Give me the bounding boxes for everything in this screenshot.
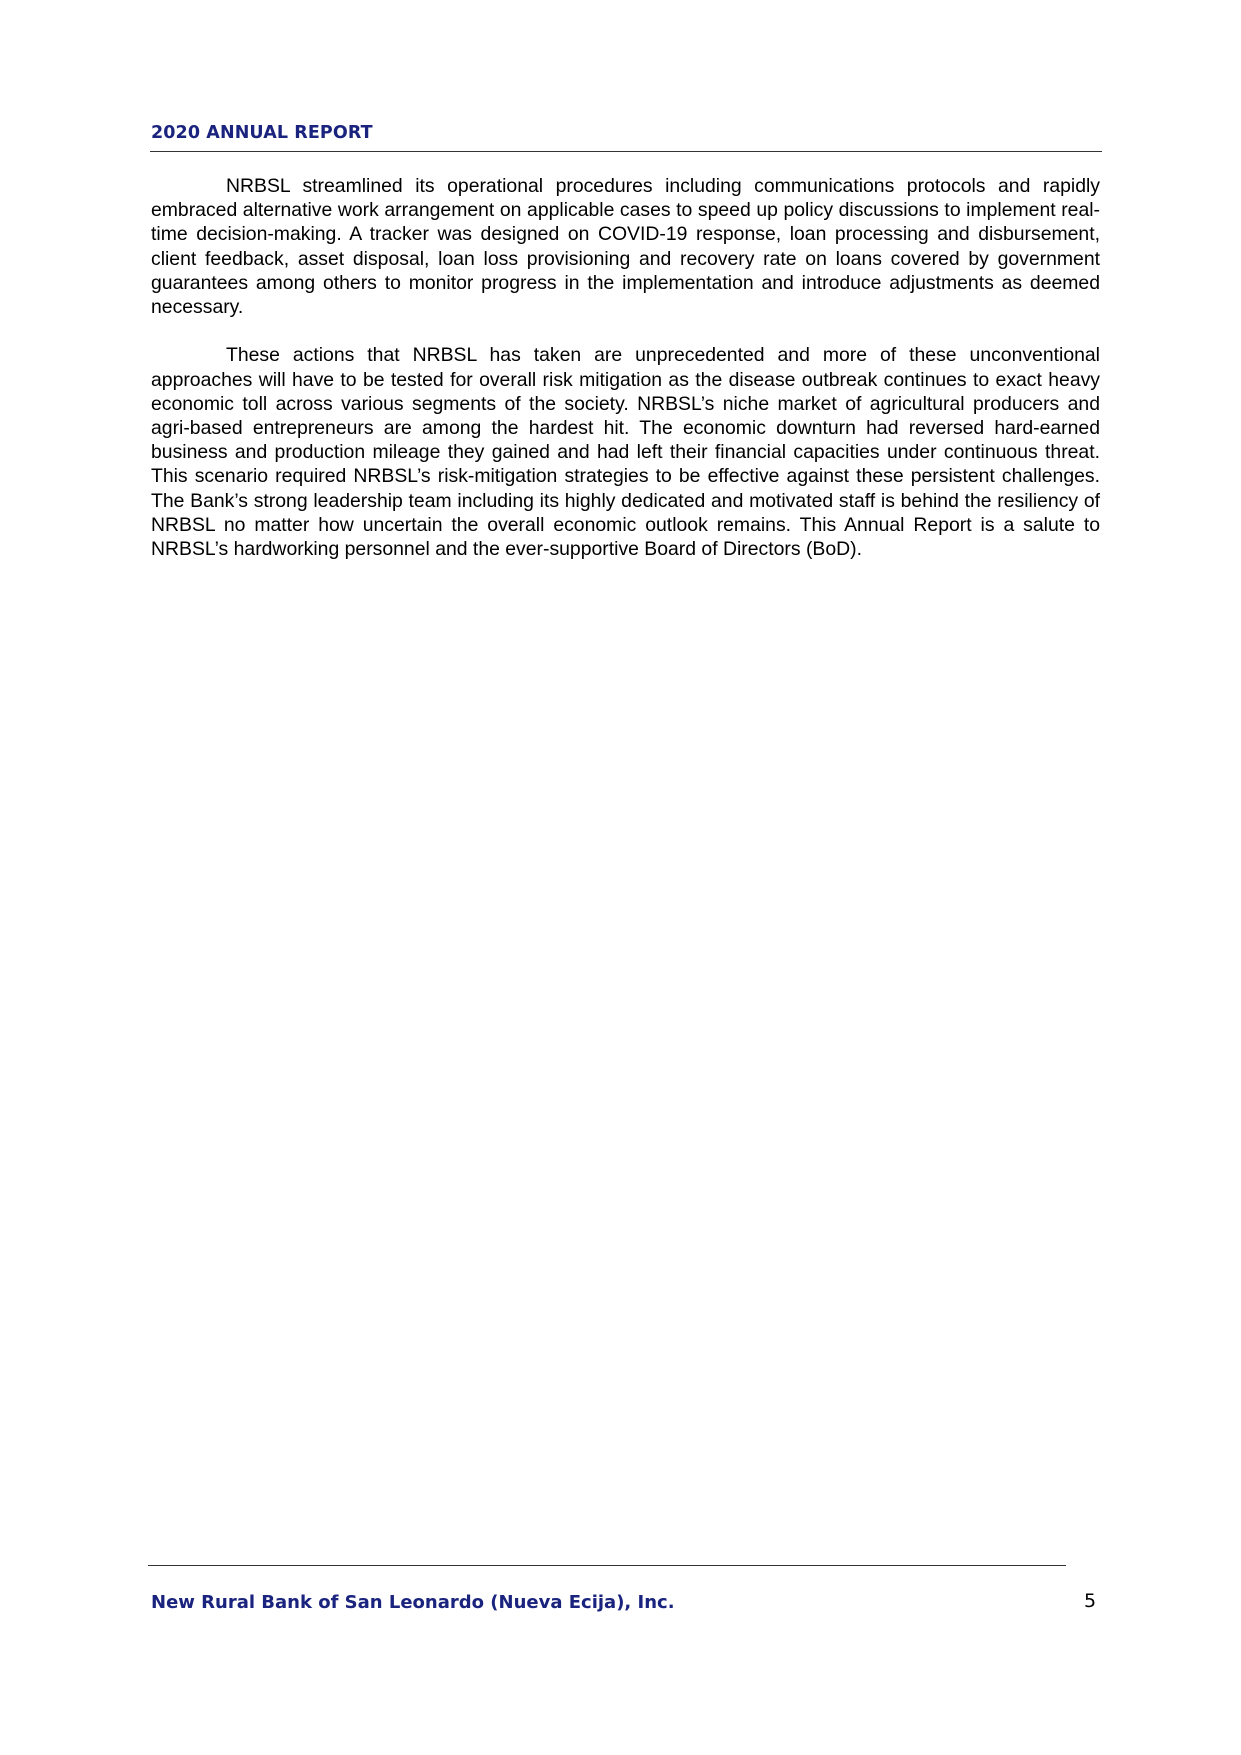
report-title: 2020 ANNUAL REPORT: [151, 123, 373, 143]
paragraph: NRBSL streamlined its operational procedures including communications protocols and rapidly embraced alternative work arrangement on applicable cases to speed up policy discussions to implement real-time decision-making. A tracker was designed on COVID-19 response, loan processing and disbursement, client feedback, asset disposal, loan loss provisioning and recovery rate on loans covered by government guarantees among others to monitor progress in the implementation and introduce adjustments as deemed necessary.: [151, 175, 1100, 319]
footer-bank-name: New Rural Bank of San Leonardo (Nueva Ecija), Inc.: [151, 1592, 675, 1613]
page-number: 5: [1084, 1590, 1097, 1612]
paragraph: These actions that NRBSL has taken are unprecedented and more of these unconventional approaches will have to be tested for overall risk mitigation as the disease outbreak continues to exact heavy economic toll across various segments of the society. NRBSL’s niche market of agricultural producers and agri-based entrepreneurs are among the hardest hit. The economic downturn had reversed hard-earned business and production mileage they gained and had left their financial capacities under continuous threat. This scenario required NRBSL’s risk-mitigation strategies to be effective against these persistent challenges. The Bank’s strong leadership team including its highly dedicated and motivated staff is behind the resiliency of NRBSL no matter how uncertain the overall economic outlook remains. This Annual Report is a salute to NRBSL’s hardworking personnel and the ever-supportive Board of Directors (BoD).: [151, 344, 1100, 561]
body-content: [151, 174, 1100, 585]
footer-divider: [148, 1565, 1066, 1566]
header-divider: [150, 151, 1102, 152]
